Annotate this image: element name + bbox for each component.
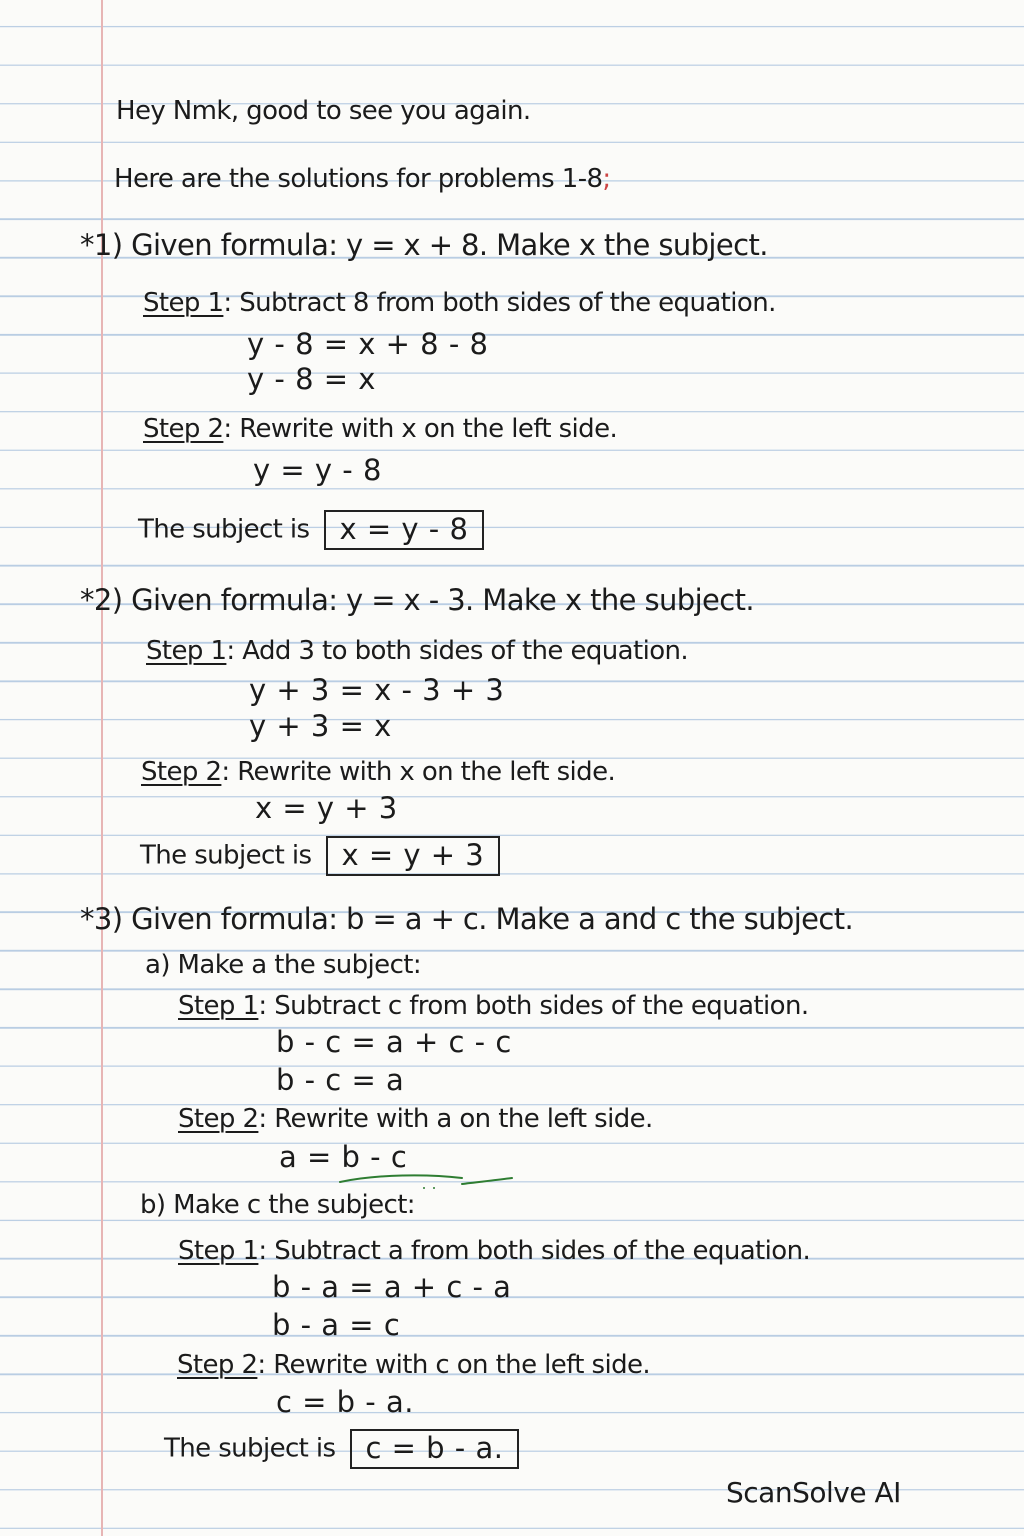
step-text: : Subtract 8 from both sides of the equation. [223,288,776,318]
result-label: The subject is [164,1433,336,1464]
problem-1-step-2 [143,416,617,442]
step-text: : Subtract c from both sides of the equation. [258,991,809,1021]
problem-1-number: *1) [80,228,123,262]
intro-line [114,166,611,192]
result-label: The subject is [140,840,312,871]
equation: y = y - 8 [253,453,382,487]
step-label: Step 2 [141,757,222,787]
problem-2-line [80,583,755,617]
step-label: Step 1 [178,991,259,1021]
step-label: Step 1 [143,288,224,318]
step-text: : Rewrite with x on the left side. [221,757,616,787]
step-label: Step 2 [178,1104,259,1134]
problem-2-statement: Given formula: y = x - 3. Make x the subject. [131,583,755,617]
problem-3-result [164,1429,519,1469]
problem-3-number: *3) [80,902,123,936]
step-text: : Subtract a from both sides of the equation. [258,1236,811,1266]
problem-1-statement: Given formula: y = x + 8. Make x the subject. [131,228,768,262]
part-b-heading: b) Make c the subject: [140,1190,415,1220]
problem-2-step-1 [146,638,688,664]
part-a-step-1 [178,993,809,1019]
step-text: : Rewrite with a on the left side. [258,1104,653,1134]
result-box: x = y - 8 [324,510,485,550]
part-b-step-2 [177,1352,650,1378]
intro-text: Here are the solutions for problems 1-8 [114,164,603,194]
equation: y - 8 = x [247,362,376,396]
problem-3-line [80,902,854,936]
equation: y + 3 = x - 3 + 3 [249,673,505,707]
equation: y - 8 = x + 8 - 8 [247,327,489,361]
step-text: : Rewrite with c on the left side. [257,1350,651,1380]
intro-punct: ; [602,164,611,194]
equation: b - c = a + c - c [276,1025,512,1059]
part-b-step-1 [178,1238,810,1264]
greeting-text: Hey Nmk, good to see you again. [116,96,531,126]
equation: c = b - a. [276,1385,414,1419]
step-text: : Rewrite with x on the left side. [223,414,618,444]
step-text: : Add 3 to both sides of the equation. [226,636,689,666]
problem-1-step-1 [143,290,776,316]
result-box: c = b - a. [350,1429,520,1469]
equation: x = y + 3 [255,791,398,825]
part-a-step-2 [178,1106,653,1132]
equation: b - c = a [276,1063,405,1097]
problem-3-statement: Given formula: b = a + c. Make a and c the subject. [131,902,854,936]
step-label: Step 1 [146,636,227,666]
problem-2-result [140,836,500,876]
problem-1-line [80,228,768,262]
equation: b - a = a + c - a [272,1270,512,1304]
problem-1-result [138,510,484,550]
problem-2-step-2 [141,759,615,785]
equation: y + 3 = x [249,709,392,743]
problem-2-number: *2) [80,583,123,617]
scansolve-signature: ScanSolve AI [726,1476,901,1509]
step-label: Step 2 [177,1350,258,1380]
result-label: The subject is [138,514,310,545]
step-label: Step 1 [178,1236,259,1266]
part-a-heading: a) Make a the subject: [145,950,422,980]
equation: a = b - c [279,1140,408,1174]
equation: b - a = c [272,1308,401,1342]
result-box: x = y + 3 [326,836,501,876]
step-label: Step 2 [143,414,224,444]
